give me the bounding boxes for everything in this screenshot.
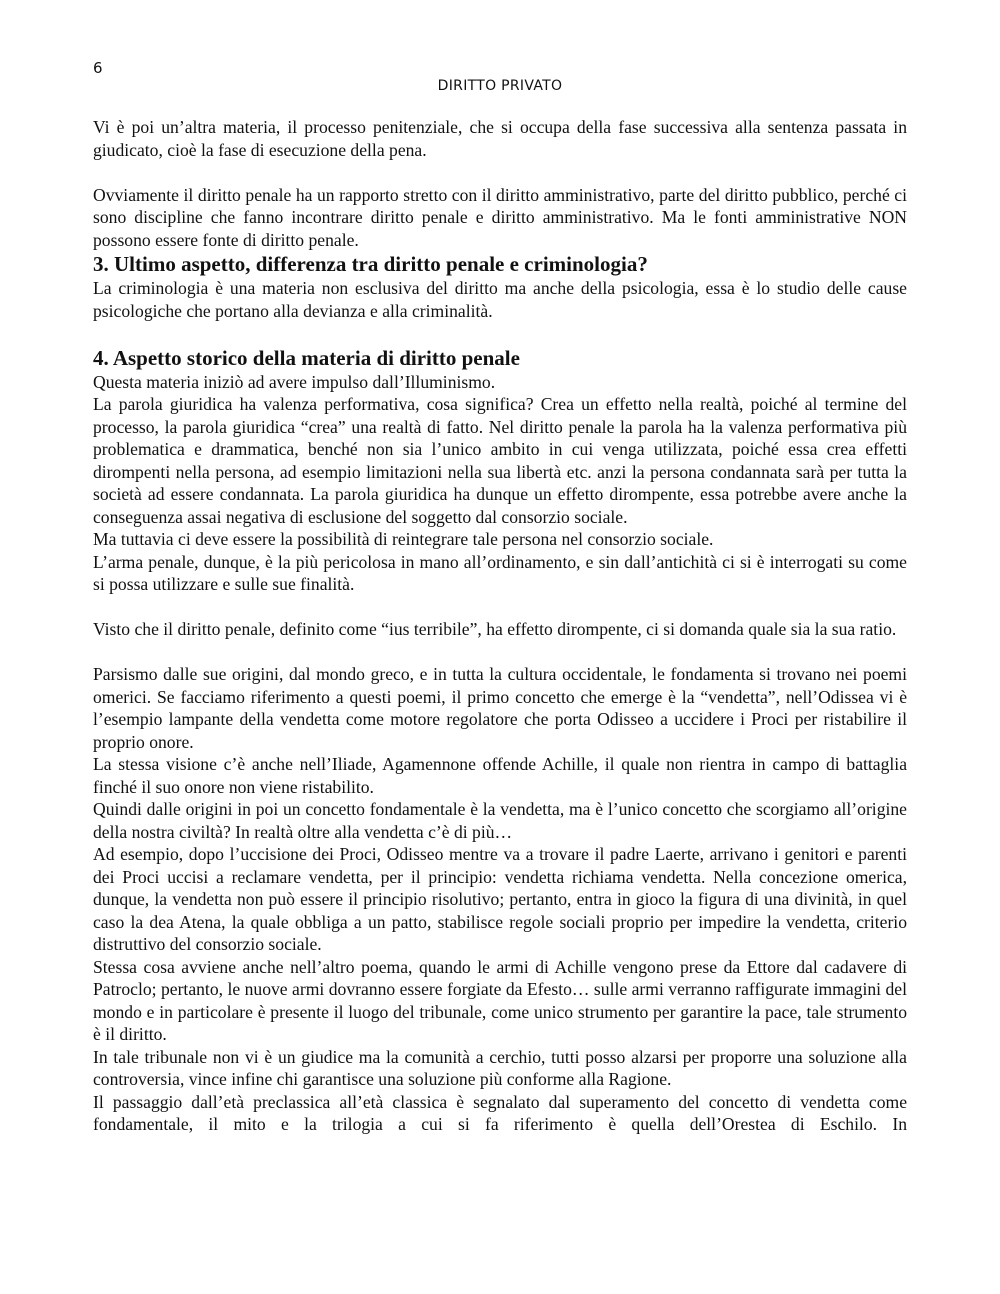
- paragraph: La parola giuridica ha valenza performativa, cosa significa? Crea un effetto nella realtà, poiché al termine del processo, la parola giuridica “crea” una realtà di fatto. Nel diritto penale la parola ha la valenza performativa più problematica e drammatica, benché non sia l’unico ambito in cui venga utilizzata, poiché essa crea effetti dirompenti nella persona, ad esempio limitazioni nella sua libertà etc. anzi la persona condannata sarà per tutta la società ad essere condannata. La parola giuridica ha dunque un effetto dirompente, essa potrebbe avere anche la conseguenza assai negativa di esclusione del soggetto dal consorzio sociale.: [93, 394, 907, 527]
- paragraph: Quindi dalle origini in poi un concetto fondamentale è la vendetta, ma è l’unico concetto che scorgiamo all’origine della nostra civiltà? In realtà oltre alla vendetta c’è di più…: [93, 799, 907, 842]
- paragraph: Parsismo dalle sue origini, dal mondo greco, e in tutta la cultura occidentale, le fondamenta si trovano nei poemi omerici. Se facciamo riferimento a questi poemi, il primo concetto che emerge è la “vendetta”, nell’Odissea vi è l’esempio lampante della vendetta come motore regolatore che porta Odisseo a uccidere i Proci per ristabilire il proprio onore.: [93, 664, 907, 752]
- section-heading-4: 4. Aspetto storico della materia di diritto penale: [93, 345, 520, 370]
- paragraph: Il passaggio dall’età preclassica all’età classica è segnalato dal superamento del concetto di vendetta come fondamentale, il mito e la trilogia a cui si fa riferimento è quella dell’Orestea di Eschilo. In: [93, 1091, 907, 1134]
- paragraph: La stessa visione c’è anche nell’Iliade, Agamennone offende Achille, il quale non rientra in campo di battaglia finché il suo onore non viene ristabilito.: [93, 754, 907, 797]
- paragraph-spacer: [93, 641, 907, 664]
- paragraph: Ma tuttavia ci deve essere la possibilità di reintegrare tale persona nel consorzio sociale.: [93, 529, 714, 549]
- paragraph: Ad esempio, dopo l’uccisione dei Proci, Odisseo mentre va a trovare il padre Laerte, arrivano i genitori e parenti dei Proci uccisi a reclamare vendetta, per il principio: vendetta richiama vendetta. Nella concezione omerica, dunque, la vendetta non può essere il principio risolutivo; pertanto, entra in gioco la figura di una divinità, in quel caso la dea Atena, la quale obbliga a un patto, stabilisce regole sociali proprio per impedire la vendetta, criterio distruttivo del consorzio sociale.: [93, 844, 907, 954]
- running-header: DIRITTO PRIVATO: [437, 78, 563, 94]
- paragraph: Visto che il diritto penale, definito come “ius terribile”, ha effetto dirompente, ci si domanda quale sia la sua ratio.: [93, 619, 897, 639]
- paragraph: Questa materia iniziò ad avere impulso dall’Illuminismo.: [93, 371, 496, 392]
- paragraph: Vi è poi un’altra materia, il processo penitenziale, che si occupa della fase successiva alla sentenza passata in giudicato, cioè la fase di esecuzione della pena.: [93, 117, 907, 160]
- document-body: [93, 116, 907, 1136]
- paragraph: La criminologia è una materia non esclusiva del diritto ma anche della psicologia, essa è lo studio delle cause psicologiche che portano alla devianza e alla criminalità.: [93, 278, 907, 321]
- paragraph-spacer: [93, 322, 907, 345]
- paragraph: In tale tribunale non vi è un giudice ma la comunità a cerchio, tutti posso alzarsi per proporre una soluzione alla controversia, vince infine chi garantisce una soluzione più conforme alla Ragione.: [93, 1046, 907, 1089]
- paragraph: Stessa cosa avviene anche nell’altro poema, quando le armi di Achille vengono prese da Ettore dal cadavere di Patroclo; pertanto, le nuove armi dovranno essere forgiate da Efesto… sulle armi verranno raffigurate immagini del mondo e in particolare è presente il luogo del tribunale, come unico strumento per garantire la pace, tale strumento è il diritto.: [93, 956, 907, 1044]
- section-heading-3: 3. Ultimo aspetto, differenza tra diritto penale e criminologia?: [93, 252, 648, 276]
- page-number: 6: [93, 59, 103, 77]
- paragraph-spacer: [93, 161, 907, 184]
- paragraph: Ovviamente il diritto penale ha un rapporto stretto con il diritto amministrativo, parte del diritto pubblico, perché ci sono discipline che fanno incontrare diritto penale e diritto amministrativo. Ma le fonti amministrative NON possono essere fonte di diritto penale.: [93, 184, 907, 250]
- paragraph: L’arma penale, dunque, è la più pericolosa in mano all’ordinamento, e sin dall’antichità ci si è interrogati su come si possa utilizzare e sulle sue finalità.: [93, 551, 907, 594]
- paragraph-spacer: [93, 596, 907, 619]
